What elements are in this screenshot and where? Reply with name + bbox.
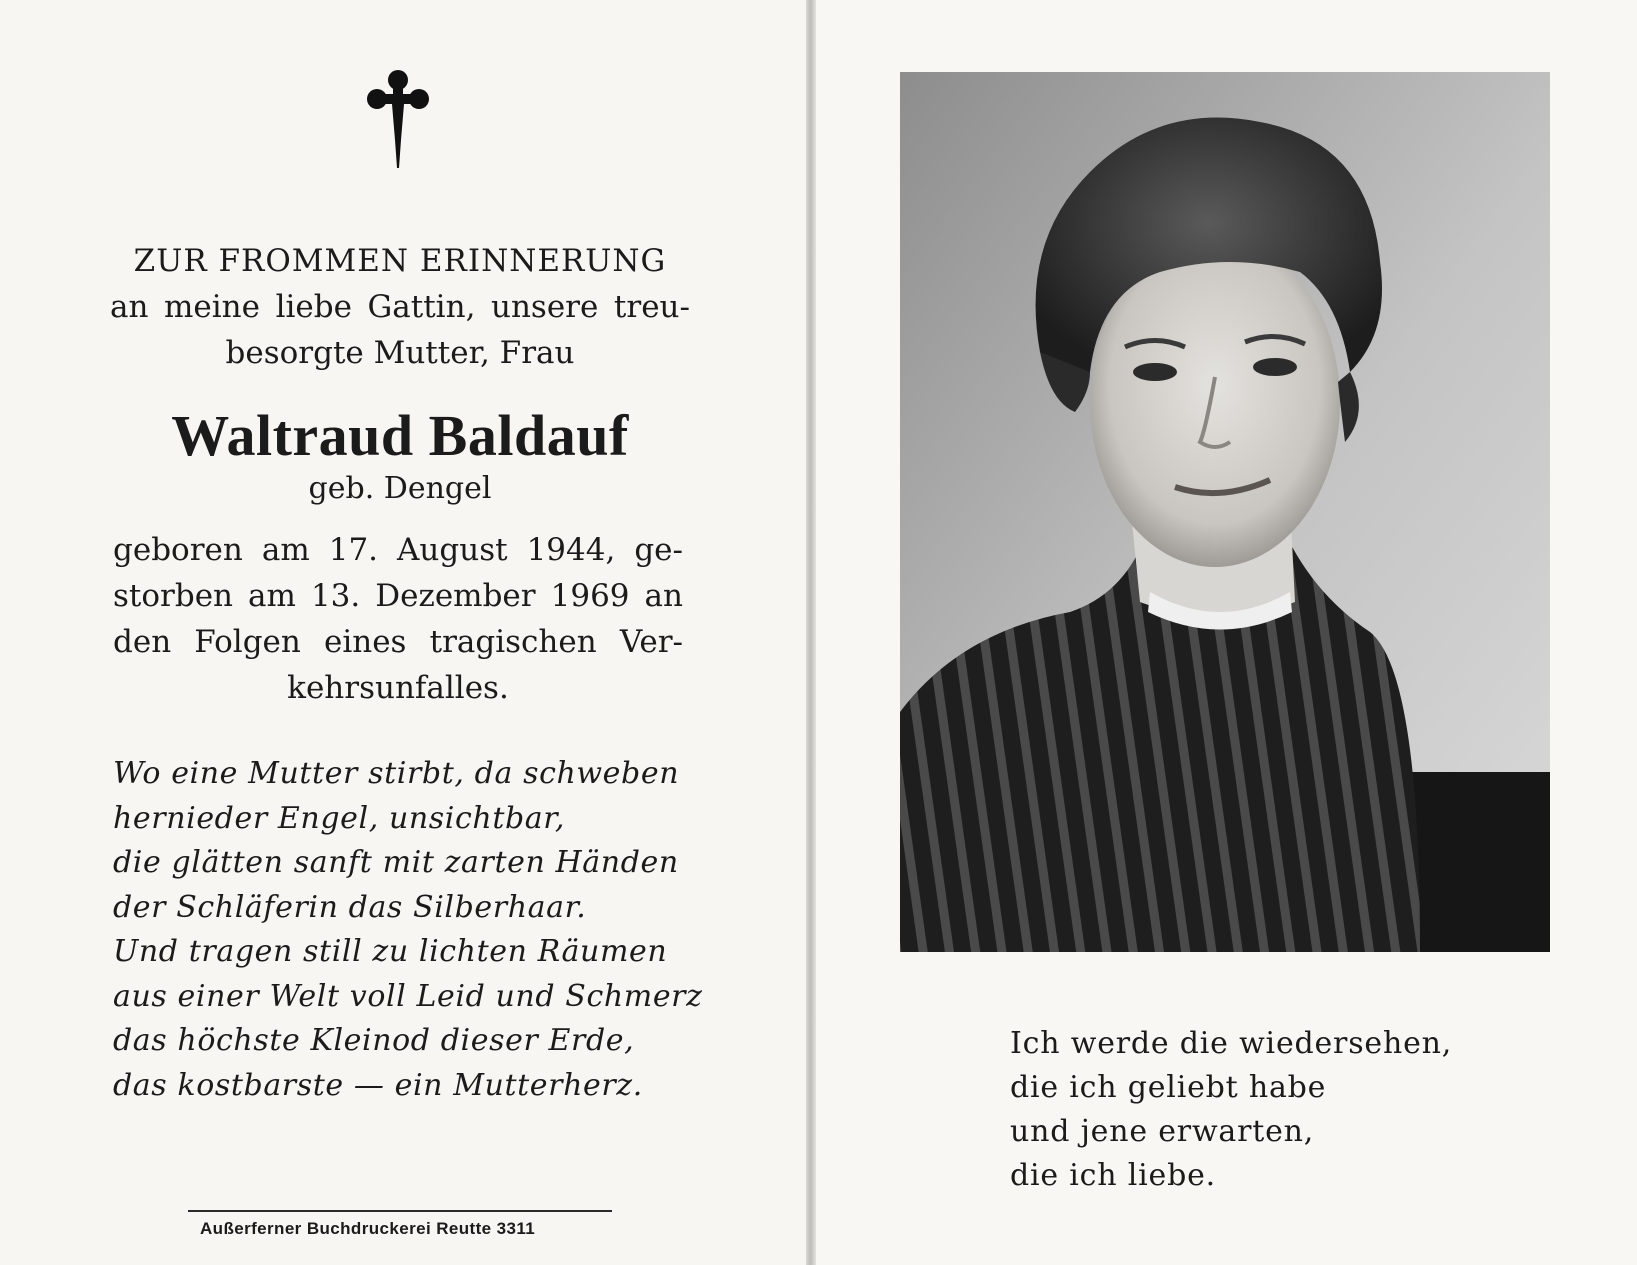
deceased-name: Waltraud Baldauf — [171, 403, 629, 468]
poem-line: das kostbarste — ein Mutterherz. — [113, 1067, 643, 1103]
dates-line: storben am 13. Dezember 1969 an — [113, 578, 683, 614]
poem-line: die glätten sanft mit zarten Händen — [113, 845, 679, 880]
poem-line: Wo eine Mutter stirbt, da schweben — [113, 756, 680, 791]
printer-imprint: Außerferner Buchdruckerei Reutte 3311 — [200, 1219, 536, 1238]
poem-line: Und tragen still zu lichten Räumen — [113, 934, 668, 969]
poem-line: der Schläferin das Silberhaar. — [113, 889, 587, 925]
cross-icon — [365, 68, 431, 172]
verse-line: die ich geliebt habe — [1010, 1070, 1327, 1105]
poem-line: aus einer Welt voll Leid und Schmerz — [113, 978, 703, 1014]
portrait-photo — [900, 72, 1550, 952]
poem-line: hernieder Engel, unsichtbar, — [113, 800, 566, 836]
dates-line: geboren am 17. August 1944, ge- — [113, 532, 683, 568]
card-fold — [806, 0, 816, 1265]
verse-line: die ich liebe. — [1010, 1158, 1216, 1193]
dates-block — [113, 527, 683, 711]
intro-line: an meine liebe Gattin, unsere treu- — [110, 289, 690, 325]
memorial-heading: ZUR FROMMEN ERINNERUNG — [133, 243, 667, 279]
dates-line: den Folgen eines tragischen Ver- — [113, 624, 683, 660]
intro-line: besorgte Mutter, Frau — [225, 335, 575, 371]
verse-line: und jene erwarten, — [1010, 1114, 1315, 1149]
verse-line: Ich werde die wiedersehen, — [1010, 1026, 1453, 1061]
poem-line: das höchste Kleinod dieser Erde, — [113, 1023, 635, 1058]
dates-line: kehrsunfalles. — [287, 670, 509, 706]
imprint-rule — [188, 1210, 612, 1212]
poem-block — [113, 752, 713, 1108]
verse-block — [1010, 1022, 1470, 1198]
portrait-illustration — [900, 72, 1550, 952]
intro-block — [110, 238, 690, 376]
maiden-name: geb. Dengel — [308, 471, 492, 506]
